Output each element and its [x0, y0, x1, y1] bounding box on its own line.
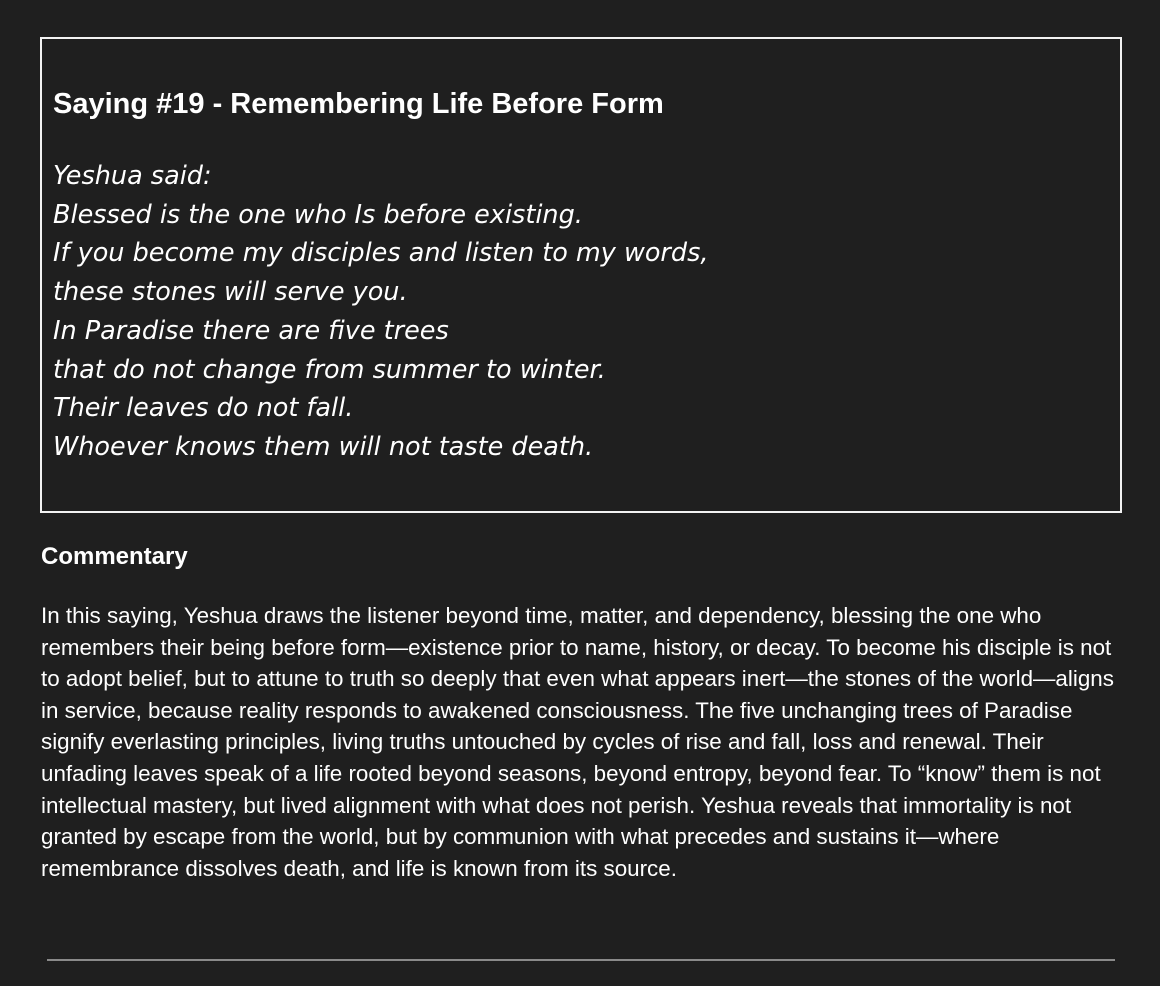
- commentary-heading: Commentary: [41, 543, 188, 570]
- saying-verse: [53, 157, 709, 467]
- verse-line: these stones will serve you.: [53, 277, 408, 308]
- verse-line: that do not change from summer to winter.: [53, 354, 606, 385]
- saying-box: [40, 37, 1122, 513]
- commentary-body: In this saying, Yeshua draws the listener beyond time, matter, and dependency, blessing the one who remembers their being before form—existence prior to name, history, or decay. To become his disciple is not to adopt belief, but to attune to truth so deeply that even what appears inert—the stones of the world—aligns in service, because reality responds to awakened consciousness. The five unchanging trees of Paradise signify everlasting principles, living truths untouched by cycles of rise and fall, loss and renewal. Their unfading leaves speak of a life rooted beyond seasons, beyond entropy, beyond fear. To “know” them is not intellectual mastery, but lived alignment with what does not perish. Yeshua reveals that immortality is not granted by escape from the world, but by communion with what precedes and sustains it—where remembrance dissolves death, and life is known from its source.: [41, 603, 1114, 881]
- verse-line: Their leaves do not fall.: [53, 393, 354, 424]
- verse-line: Whoever knows them will not taste death.: [53, 431, 594, 462]
- verse-line: If you become my disciples and listen to my words,: [53, 238, 709, 269]
- verse-line: In Paradise there are five trees: [53, 315, 449, 346]
- verse-line: Blessed is the one who Is before existing.: [53, 199, 583, 230]
- section-divider: [47, 959, 1115, 961]
- verse-line: Yeshua said:: [53, 161, 212, 191]
- saying-title: Saying #19 - Remembering Life Before Form: [53, 88, 664, 120]
